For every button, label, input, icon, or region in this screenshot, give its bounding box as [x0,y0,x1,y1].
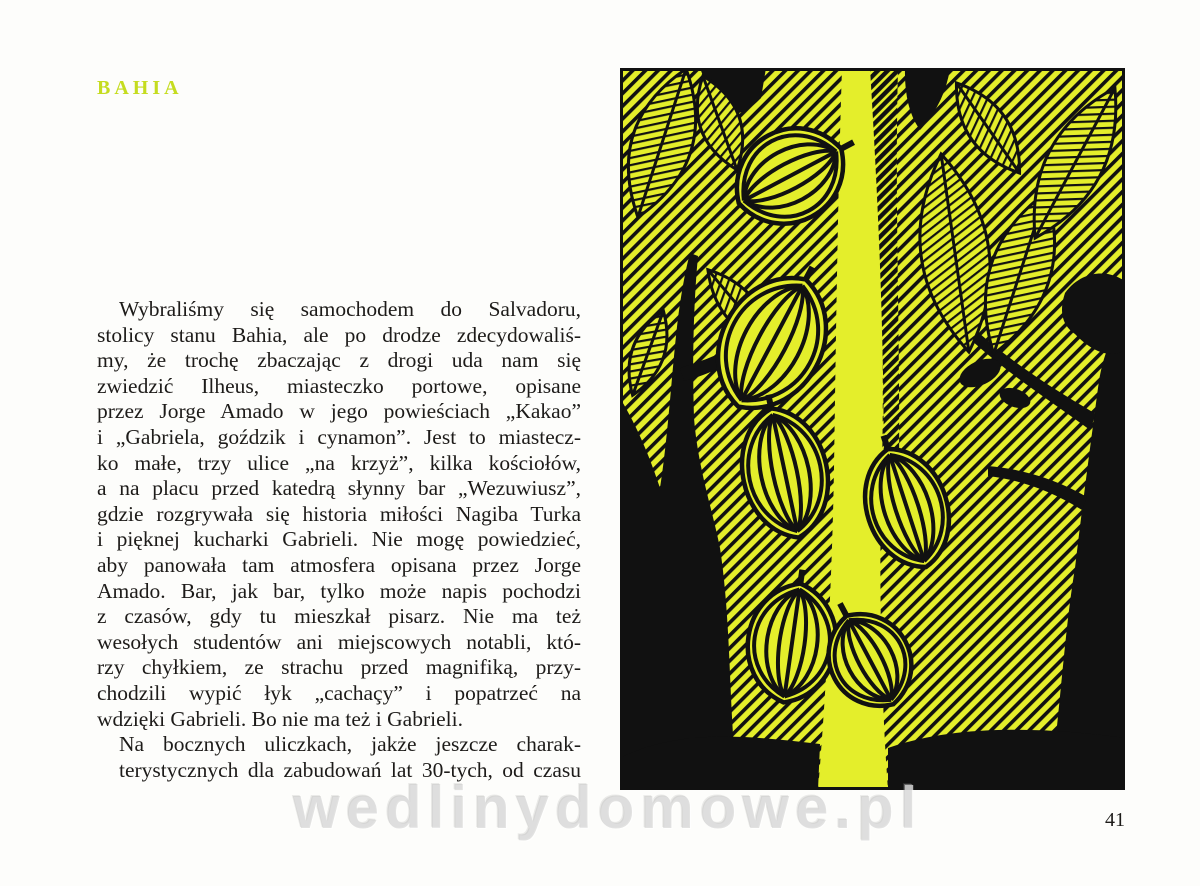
illustration-canvas [620,68,1125,790]
text-line: chodzili wypić łyk „cachaçy” i popatrzeć na [97,680,581,705]
text-line: i pięknej kucharki Gabrieli. Nie mogę powiedzieć, [97,527,581,552]
text-line: rzy chyłkiem, ze strachu przed magnifiką, przy- [97,655,581,680]
text-line: my, że trochę zbaczając z drogi uda nam się [97,348,581,373]
text-line: przez Jorge Amado w jego powieściach „Kakao” [97,399,581,424]
text-line: aby panowała tam atmosfera opisana przez Jorge [97,552,581,577]
text-line: Na bocznych uliczkach, jakże jeszcze charak- [119,732,581,757]
page-number: 41 [1105,809,1125,831]
watermark: wedlinydomowe.pl [293,774,923,841]
text-line: terystycznych dla zabudowań lat 30-tych, od czasu [119,757,581,782]
text-line: Wybraliśmy się samochodem do Salvadoru, [119,297,581,321]
text-line: gdzie rozgrywała się historia miłości Nagiba Turka [97,501,581,526]
ground-right [888,730,1125,790]
text-line: a na placu przed katedrą słynny bar „Wezuwiusz”, [97,476,581,501]
text-line: wdzięki Gabrieli. Bo nie ma też i Gabrieli. [97,706,463,731]
text-line: wesołych studentów ani miejscowych notabli, któ- [97,629,581,654]
text-line: z czasów, gdy tu mieszkał pisarz. Nie ma też [97,604,581,629]
cacao-woodcut-illustration [620,68,1125,790]
text-line: zwiedzić Ilheus, miasteczko portowe, opisane [97,373,581,398]
text-line: Amado. Bar, jak bar, tylko może napis pochodzi [97,578,581,603]
chapter-heading: BAHIA [97,77,183,99]
body-text [97,297,581,783]
text-line: stolicy stanu Bahia, ale po drodze zdecydowaliś- [97,322,581,347]
text-line: i „Gabriela, goździk i cynamon”. Jest to miastecz- [97,424,581,449]
text-line: ko małe, trzy ulice „na krzyż”, kilka kościołów, [97,450,581,475]
